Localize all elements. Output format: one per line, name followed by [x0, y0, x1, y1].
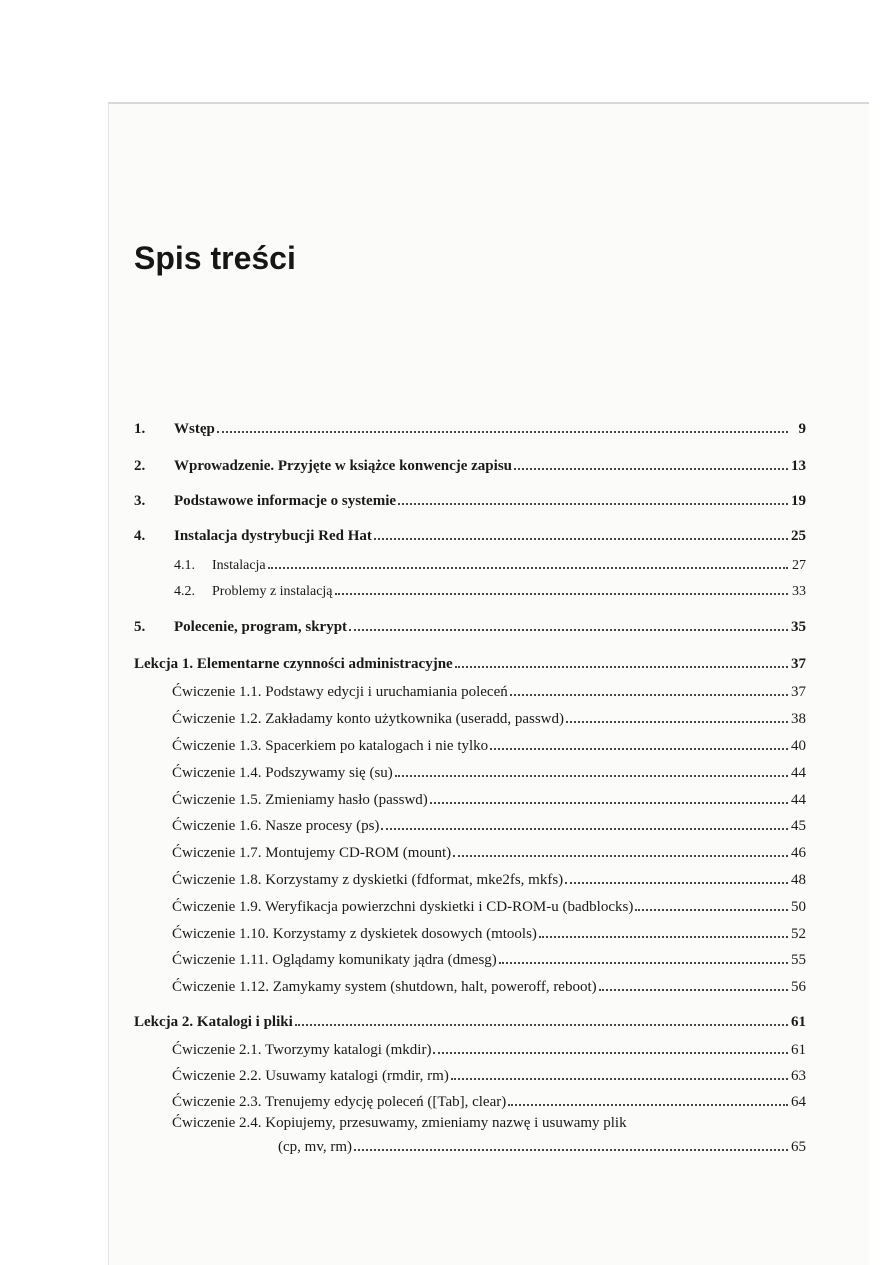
- toc-exercise-1-5: [172, 792, 806, 809]
- entry-title: Ćwiczenie 1.9. Weryfikacja powierzchni dyskietki i CD-ROM-u (badblocks): [172, 899, 634, 915]
- toc-entry-4: [134, 528, 806, 545]
- dot-leader: [381, 818, 788, 830]
- dot-leader: [398, 493, 788, 505]
- entry-title: Podstawowe informacje o systemie: [174, 493, 397, 509]
- dot-leader: [514, 458, 788, 470]
- dot-leader: [335, 583, 788, 595]
- dot-leader: [217, 421, 788, 433]
- entry-title: Ćwiczenie 2.3. Trenujemy edycję poleceń ([Tab], clear): [172, 1094, 507, 1110]
- toc-exercise-1-10: [172, 926, 806, 943]
- toc-exercise-2-1: [172, 1042, 806, 1059]
- entry-number: 4.: [134, 528, 146, 544]
- page-title: Spis treści: [134, 240, 296, 276]
- dot-leader: [508, 1094, 788, 1106]
- entry-page: 65: [791, 1139, 806, 1155]
- entry-title: Ćwiczenie 1.1. Podstawy edycji i uruchamiania poleceń: [172, 684, 508, 700]
- entry-title: Ćwiczenie 1.2. Zakładamy konto użytkownika (useradd, passwd): [172, 711, 564, 727]
- entry-page: 64: [791, 1094, 806, 1110]
- toc-exercise-1-8: [172, 872, 806, 889]
- dot-leader: [453, 845, 788, 857]
- entry-number: 5.: [134, 619, 146, 635]
- dot-leader: [433, 1042, 788, 1054]
- entry-page: 27: [792, 558, 806, 573]
- entry-page: 38: [791, 711, 806, 727]
- entry-number: 4.1.: [174, 558, 195, 573]
- entry-title: Ćwiczenie 2.4. Kopiujemy, przesuwamy, zmieniamy nazwę i usuwamy plik: [172, 1115, 627, 1131]
- toc-entry-5: [134, 619, 806, 636]
- entry-number: 3.: [134, 493, 146, 509]
- entry-page: 35: [791, 619, 806, 635]
- toc-exercise-1-7: [172, 845, 806, 862]
- dot-leader: [490, 738, 788, 750]
- entry-page: 37: [791, 656, 806, 672]
- entry-page: 46: [791, 845, 806, 861]
- entry-title: Ćwiczenie 1.7. Montujemy CD-ROM (mount): [172, 845, 452, 861]
- entry-title: Instalacja dystrybucji Red Hat: [174, 528, 372, 544]
- entry-title: Lekcja 2. Katalogi i pliki: [134, 1014, 293, 1030]
- entry-title: Instalacja: [212, 558, 266, 573]
- dot-leader: [354, 1139, 788, 1151]
- entry-page: 33: [792, 584, 806, 599]
- entry-number: 1.: [134, 421, 146, 437]
- toc-entry-3: [134, 493, 806, 510]
- toc-entry-4-1: [174, 557, 806, 574]
- toc-exercise-2-3: [172, 1094, 806, 1111]
- toc-exercise-1-3: [172, 738, 806, 755]
- entry-page: 44: [791, 765, 806, 781]
- entry-page: 45: [791, 818, 806, 834]
- entry-title: Wstęp: [174, 421, 215, 437]
- dot-leader: [566, 711, 788, 723]
- entry-page: 52: [791, 926, 806, 942]
- toc-exercise-1-11: [172, 952, 806, 969]
- dot-leader: [599, 979, 788, 991]
- entry-number: 4.2.: [174, 584, 195, 599]
- dot-leader: [499, 952, 788, 964]
- entry-page: 19: [791, 493, 806, 509]
- toc-lesson-1: [134, 656, 806, 673]
- toc-entry-4-2: [174, 583, 806, 600]
- toc-exercise-1-2: [172, 711, 806, 728]
- entry-title: Ćwiczenie 1.5. Zmieniamy hasło (passwd): [172, 792, 428, 808]
- entry-title: Ćwiczenie 1.6. Nasze procesy (ps): [172, 818, 380, 834]
- entry-title: Ćwiczenie 1.11. Oglądamy komunikaty jądra (dmesg): [172, 952, 497, 968]
- entry-title: Ćwiczenie 1.4. Podszywamy się (su): [172, 765, 393, 781]
- dot-leader: [295, 1014, 788, 1026]
- entry-title: Ćwiczenie 1.10. Korzystamy z dyskietek dosowych (mtools): [172, 926, 537, 942]
- entry-page: 40: [791, 738, 806, 754]
- entry-title: (cp, mv, rm): [278, 1139, 353, 1155]
- dot-leader: [635, 899, 788, 911]
- entry-title: Ćwiczenie 2.1. Tworzymy katalogi (mkdir): [172, 1042, 432, 1058]
- entry-page: 25: [791, 528, 806, 544]
- dot-leader: [374, 528, 788, 540]
- toc-lesson-2: [134, 1014, 806, 1031]
- dot-leader: [455, 656, 788, 668]
- entry-title: Ćwiczenie 1.12. Zamykamy system (shutdown, halt, poweroff, reboot): [172, 979, 597, 995]
- dot-leader: [430, 792, 788, 804]
- entry-title: Polecenie, program, skrypt: [174, 619, 348, 635]
- toc-exercise-2-4: [172, 1115, 627, 1132]
- dot-leader: [268, 557, 788, 569]
- entry-page: 55: [791, 952, 806, 968]
- entry-page: 44: [791, 792, 806, 808]
- entry-page: 56: [791, 979, 806, 995]
- dot-leader: [565, 872, 788, 884]
- entry-page: 63: [791, 1068, 806, 1084]
- dot-leader: [510, 684, 788, 696]
- entry-page: 9: [798, 421, 806, 437]
- entry-page: 13: [791, 458, 806, 474]
- entry-number: 2.: [134, 458, 146, 474]
- dot-leader: [395, 765, 788, 777]
- dot-leader: [451, 1068, 788, 1080]
- entry-page: 61: [791, 1042, 806, 1058]
- toc-exercise-1-6: [172, 818, 806, 835]
- entry-page: 48: [791, 872, 806, 888]
- dot-leader: [349, 619, 788, 631]
- toc-exercise-2-4-cont: [278, 1139, 806, 1156]
- entry-title: Wprowadzenie. Przyjęte w książce konwencje zapisu: [174, 458, 512, 474]
- entry-title: Ćwiczenie 2.2. Usuwamy katalogi (rmdir, rm): [172, 1068, 449, 1084]
- entry-title: Ćwiczenie 1.3. Spacerkiem po katalogach i nie tylko: [172, 738, 489, 754]
- entry-page: 61: [791, 1014, 806, 1030]
- toc-exercise-1-9: [172, 899, 806, 916]
- toc-exercise-1-4: [172, 765, 806, 782]
- toc-exercise-1-12: [172, 979, 806, 996]
- entry-title: Ćwiczenie 1.8. Korzystamy z dyskietki (fdformat, mke2fs, mkfs): [172, 872, 564, 888]
- toc-exercise-1-1: [172, 684, 806, 701]
- entry-page: 37: [791, 684, 806, 700]
- entry-title: Lekcja 1. Elementarne czynności administracyjne: [134, 656, 453, 672]
- toc-exercise-2-2: [172, 1068, 806, 1085]
- toc-entry-1: [134, 421, 806, 438]
- entry-title: Problemy z instalacją: [212, 584, 333, 599]
- toc-entry-2: [134, 458, 806, 475]
- entry-page: 50: [791, 899, 806, 915]
- dot-leader: [539, 926, 788, 938]
